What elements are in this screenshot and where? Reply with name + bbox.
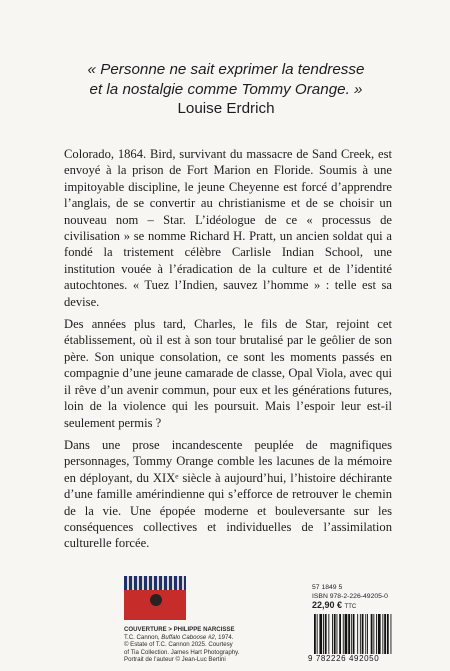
barcode-bar xyxy=(373,614,374,654)
barcode-bar xyxy=(362,614,364,654)
barcode-bar xyxy=(357,614,358,654)
barcode-icon xyxy=(312,614,422,654)
isbn-number: ISBN 978-2-226-49205-0 xyxy=(312,592,388,600)
barcode-bar xyxy=(353,614,355,654)
credits-year: , 1974. xyxy=(214,633,234,641)
credits-line-1: COUVERTURE > PHILIPPE NARCISSE xyxy=(124,626,235,633)
internal-code: 57 1849 5 xyxy=(312,584,343,591)
quote-line-2: et la nostalgie comme Tommy Orange. » xyxy=(89,81,363,98)
barcode-bar xyxy=(339,614,341,654)
barcode-bar xyxy=(337,614,338,654)
barcode-bar xyxy=(314,614,316,654)
barcode-bar xyxy=(376,614,377,654)
barcode-bar xyxy=(378,614,381,654)
barcode-bar xyxy=(343,614,344,654)
cover-flag-stripes xyxy=(124,576,186,590)
cover-artwork-thumbnail xyxy=(124,576,186,620)
barcode-bar xyxy=(328,614,329,654)
barcode-digits: 9 782226 492050 xyxy=(308,654,380,663)
barcode-bar xyxy=(332,614,333,654)
credits-line-3: © Estate of T.C. Cannon 2025. Courtesy xyxy=(124,641,233,649)
barcode-bar xyxy=(334,614,336,654)
credits-artwork-title: Buffalo Caboose #2 xyxy=(161,633,215,641)
price xyxy=(312,601,422,612)
isbn-block xyxy=(312,584,422,612)
barcode-bar xyxy=(384,614,386,654)
barcode-bar xyxy=(360,614,361,654)
credits-line-4: of Tia Collection. James Hart Photography. xyxy=(124,648,240,656)
barcode-bar xyxy=(367,614,368,654)
barcode-bar xyxy=(345,614,348,654)
barcode-bar xyxy=(348,614,350,654)
credits-line-2 xyxy=(124,634,324,642)
barcode-bar xyxy=(365,614,366,654)
quote-author: Louise Erdrich xyxy=(177,100,275,117)
barcode-bar xyxy=(391,614,392,654)
barcode-bar xyxy=(325,614,327,654)
synopsis xyxy=(64,146,392,558)
cover-credits xyxy=(124,626,324,664)
blurb-quote xyxy=(40,60,412,100)
barcode-bar xyxy=(351,614,352,654)
barcode-bar xyxy=(317,614,318,654)
synopsis-paragraph-2: Des années plus tard, Charles, le fils de Star, rejoint cet établissement, où il est à son tour brutalisé par le geôlier de son père. Son unique consolation, ce sont les moments passés en compagnie d’une jeune camarade de classe, Opal Viola, avec qui il rêve d’un avenir commun, pour eux et les générations futures, loin de la violence qui les poursuit. Mais l’espoir leur est-il seulement permis ? xyxy=(64,317,392,430)
price-suffix: TTC xyxy=(344,604,357,611)
barcode-bar xyxy=(382,614,383,654)
price-value: 22,90 € xyxy=(312,600,343,611)
synopsis-paragraph-3: Dans une prose incandescente peuplée de magnifiques personnages, Tommy Orange comble les lacunes de la mémoire en déployant, du XIXᵉ siècle à aujourd’hui, l’histoire déchirante d’une famille amérindienne qui s’efforce de retrouver le chemin de la vie. Une épopée moderne et bouleversante sur les conséquences collectives et individuelles de l’assimilation culturelle forcée. xyxy=(64,437,392,551)
barcode-bar xyxy=(323,614,324,654)
barcode-bar xyxy=(371,614,373,654)
synopsis-paragraph-1: Colorado, 1864. Bird, survivant du massacre de Sand Creek, est envoyé à la prison de Fort Marion en Floride. Soumis à une impitoyable discipline, le jeune Cheyenne est forcé d’apprendre l’anglais, de se convertir au christianisme et de se choisir un nouveau nom – Star. L’idéologue de ce « processus de civilisation » se nomme Richard H. Pratt, un ancien soldat qui a fondé la tristement célèbre Carlisle Indian School, une institution vouée à l’éradication de la culture et de l’identité autochtones. « Tuez l’Indien, sauvez l’homme » : telle est sa devise. xyxy=(64,147,392,309)
cover-figure-shape xyxy=(150,594,162,606)
quote-line-1: « Personne ne sait exprimer la tendresse xyxy=(87,61,365,78)
credits-artist: T.C. Cannon, xyxy=(124,633,162,641)
credits-line-5: Portrait de l’auteur © Jean-Luc Bertini xyxy=(124,656,226,664)
barcode-bar xyxy=(319,614,322,654)
barcode-bar xyxy=(387,614,389,654)
